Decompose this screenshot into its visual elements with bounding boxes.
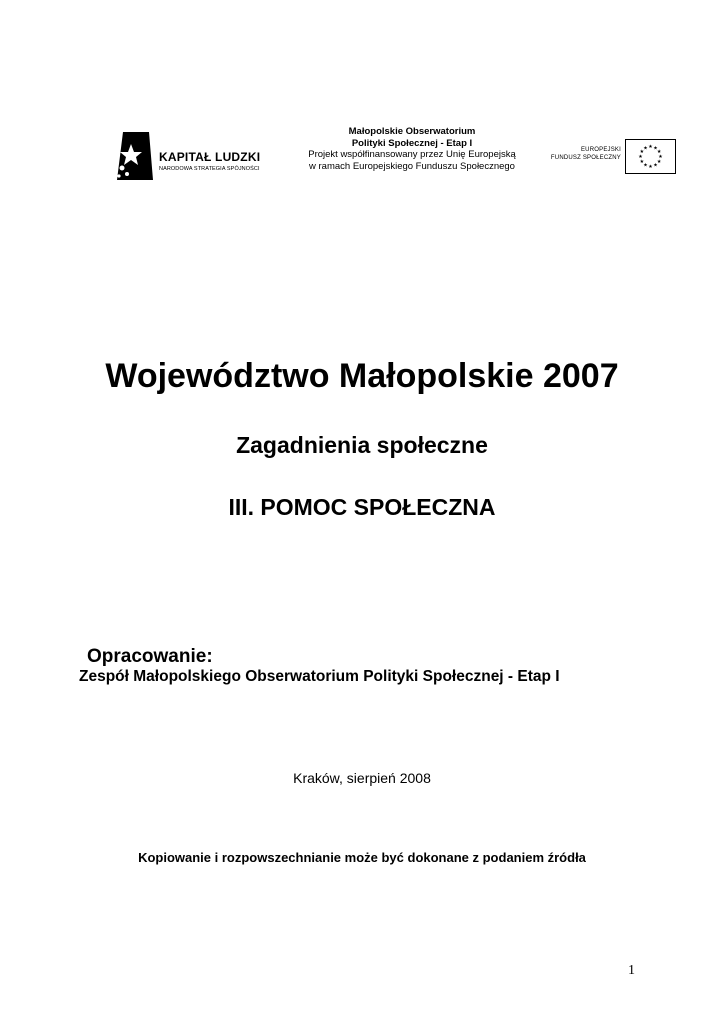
efs-line-2: FUNDUSZ SPOŁECZNY (550, 155, 621, 161)
header-line-1: Małopolskie Obserwatorium (348, 126, 476, 137)
eu-star-icon: ★ (648, 144, 653, 150)
efs-line-1: EUROPEJSKI (580, 147, 621, 153)
header-line-3: Projekt współfinansowany przez Unię Europejską (308, 149, 516, 160)
eu-star-icon: ★ (656, 159, 662, 165)
eu-star-icon: ★ (639, 149, 645, 155)
document-header (0, 126, 724, 186)
kapital-ludzki-logo (113, 130, 273, 182)
eu-star-icon: ★ (658, 154, 663, 160)
place-and-date: Kraków, sierpień 2008 (293, 770, 431, 786)
document-subtitle: Zagadnienia społeczne (236, 432, 488, 458)
eu-star-icon: ★ (639, 159, 645, 165)
kapital-ludzki-title: KAPITAŁ LUDZKI (159, 150, 261, 164)
eu-flag-icon (625, 139, 676, 174)
header-line-4: w ramach Europejskiego Funduszu Społecznego (309, 160, 515, 172)
eu-star-icon: ★ (638, 154, 643, 160)
eu-star-icon: ★ (643, 162, 648, 169)
prepared-by-team: Zespół Małopolskiego Obserwatorium Polityki Społecznej - Etap I (79, 668, 560, 685)
kapital-ludzki-logo-icon (113, 130, 155, 182)
eu-star-icon: ★ (648, 164, 653, 170)
copyright-note: Kopiowanie i rozpowszechnianie może być dokonane z podaniem źródła (138, 850, 586, 865)
document-title: Województwo Małopolskie 2007 (105, 357, 619, 395)
prepared-by-label: Opracowanie: (87, 646, 213, 667)
eu-star-icon: ★ (653, 145, 658, 152)
eu-star-icon: ★ (656, 149, 662, 155)
kapital-ludzki-subtitle: NARODOWA STRATEGIA SPÓJNOŚCI (159, 166, 260, 172)
section-title: III. POMOC SPOŁECZNA (228, 494, 496, 520)
header-line-2: Polityki Społecznej - Etap I (351, 137, 473, 149)
efs-logo-text (543, 146, 621, 162)
page-number: 1 (628, 963, 635, 978)
eu-star-icon: ★ (643, 145, 648, 152)
header-project-info (292, 126, 532, 172)
eu-star-icon: ★ (653, 162, 658, 169)
